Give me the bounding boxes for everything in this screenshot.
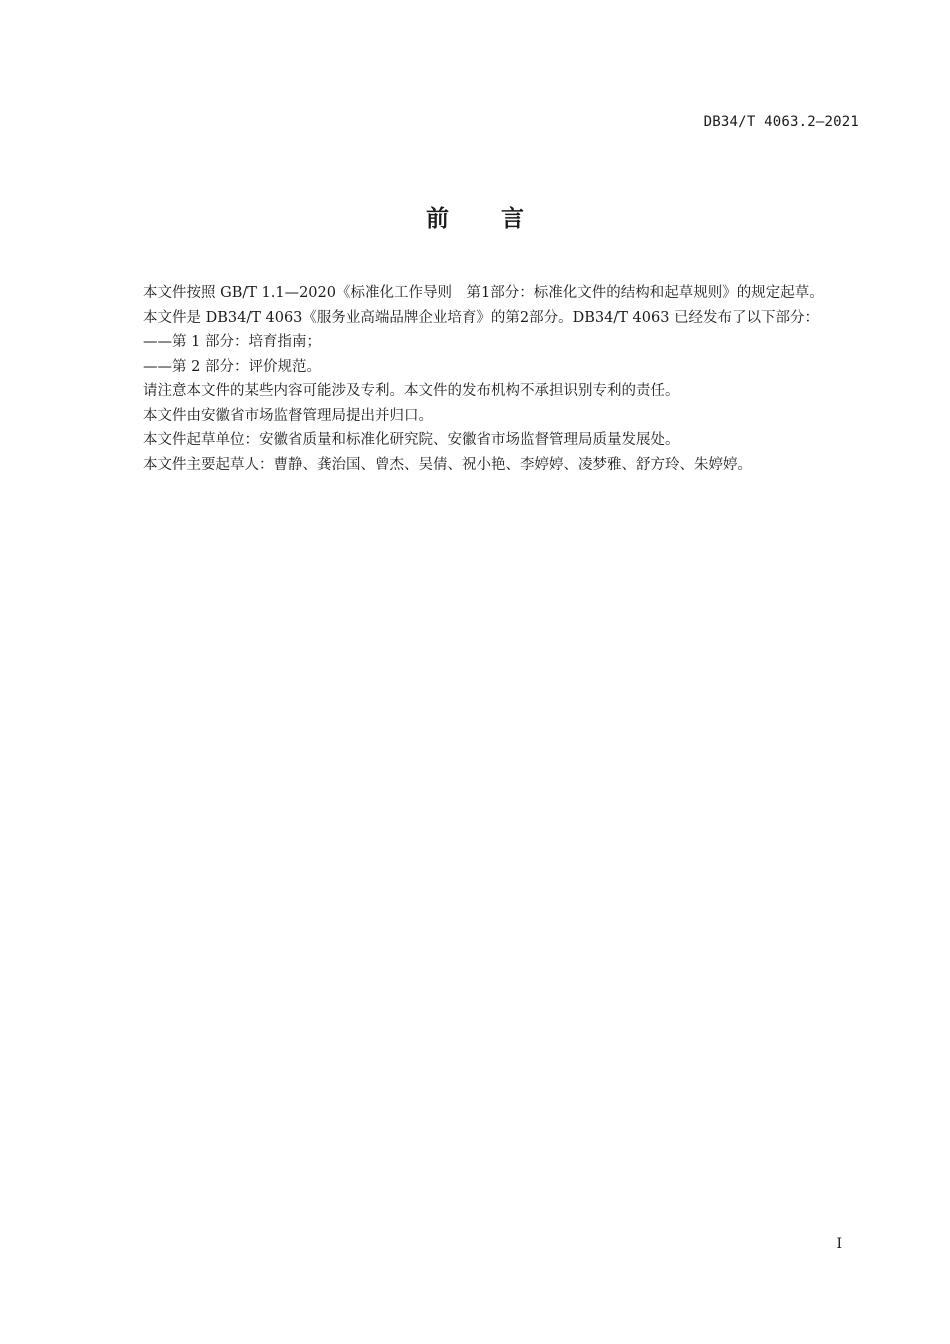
paragraph-proposer: 本文件由安徽省市场监督管理局提出并归口。 [143,407,433,424]
paragraph-patent-notice: 请注意本文件的某些内容可能涉及专利。本文件的发布机构不承担识别专利的责任。 [143,383,680,399]
foreword-body [114,281,860,477]
page-title [0,200,950,233]
document-code: DB34/T 4063.2—2021 [703,114,859,130]
list-item-part-2: ——第 2 部分：评价规范。 [143,358,321,375]
page-number: I [836,1236,842,1252]
page-title-char-2: 言 [501,206,524,232]
list-item-part-1: ——第 1 部分：培育指南； [143,334,321,350]
paragraph-series-info: 本文件是 DB34/T 4063《服务业高端品牌企业培育》的第2部分。DB34/T 4063 已经发布了以下部分： [143,309,820,326]
page-title-char-1: 前 [426,206,449,232]
paragraph-drafting-units: 本文件起草单位：安徽省质量和标准化研究院、安徽省市场监督管理局质量发展处。 [143,432,680,448]
paragraph-drafters: 本文件主要起草人：曹静、龚治国、曾杰、吴倩、祝小艳、李婷婷、凌梦雅、舒方玲、朱婷婷。 [143,456,752,473]
paragraph-drafting-rules: 本文件按照 GB/T 1.1—2020《标准化工作导则 第1部分：标准化文件的结构和起草规则》的规定起草。 [143,285,824,301]
